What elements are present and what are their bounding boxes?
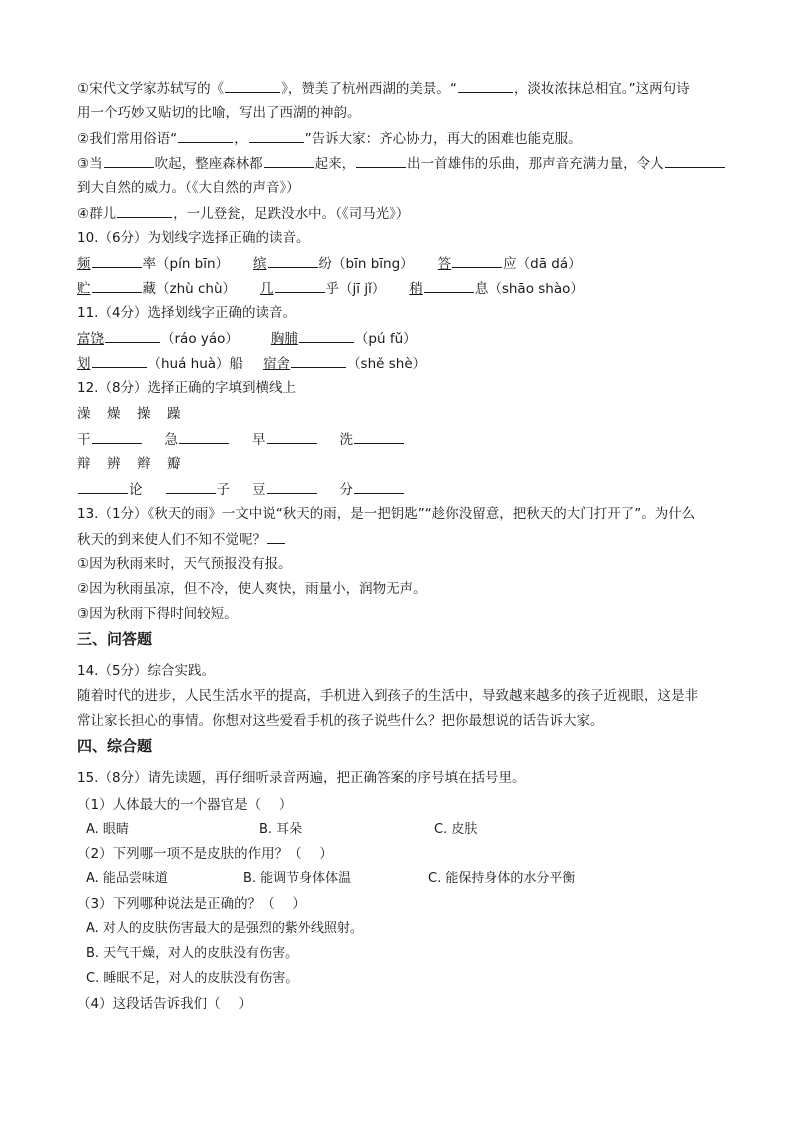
answer-blank[interactable]	[78, 479, 128, 494]
item-text: （huá huà）船	[147, 356, 244, 372]
answer-blank[interactable]	[299, 328, 354, 343]
answer-blank[interactable]	[291, 353, 346, 368]
choice-chars-2	[77, 454, 197, 474]
sub-question-1: （1）人体最大的一个器官是（ ）	[77, 797, 293, 813]
poem-text: ②我们常用俗语“	[77, 131, 178, 147]
option-a[interactable]: A. 对人的皮肤伤害最大的是强烈的紫外线照射。	[86, 921, 363, 936]
choice-char: 辩	[77, 456, 91, 472]
poem-line-4	[77, 153, 726, 174]
sub-question-3: （3）下列哪种说法是正确的？（ ）	[77, 896, 306, 912]
underlined-char: 几	[260, 281, 274, 297]
item-text: 纷（bīn bīng）	[318, 256, 414, 272]
answer-blank[interactable]	[166, 479, 216, 494]
fill-char: 论	[129, 482, 143, 498]
item-text: 藏（zhù chù）	[142, 281, 237, 297]
fill-row-2	[77, 479, 405, 500]
poem-line-6	[77, 203, 409, 224]
section-heading-3: 三、问答题	[77, 630, 153, 648]
option-a[interactable]: A. 能品尝味道	[86, 871, 168, 886]
fill-char: 急	[164, 432, 178, 448]
underlined-char: 频	[77, 256, 91, 272]
item-text: （pú fǔ）	[354, 331, 417, 347]
question-text: 秋天的到来使人们不知不觉呢？	[77, 532, 266, 548]
fill-char: 洗	[339, 432, 353, 448]
question-10-row-2	[77, 278, 584, 299]
option-b[interactable]: B. 天气干燥，对人的皮肤没有伤害。	[86, 946, 299, 961]
underlined-char: 稍	[409, 281, 423, 297]
answer-blank[interactable]	[179, 429, 229, 444]
answer-blank[interactable]	[92, 278, 142, 293]
answer-blank[interactable]	[105, 328, 160, 343]
poem-text: 吹起，整座森林都	[154, 156, 263, 172]
item-text: 乎（jī jǐ）	[325, 281, 386, 297]
choice-char: 辫	[137, 456, 151, 472]
question-14-title: 14.（5分）综合实践。	[77, 663, 216, 679]
item-text: （ráo yáo）	[161, 331, 239, 347]
item-text: （shě shè）	[347, 356, 427, 372]
sub-question-4: （4）这段话告诉我们（ ）	[77, 996, 252, 1012]
section-heading-4: 四、综合题	[77, 737, 153, 755]
answer-blank[interactable]	[268, 253, 318, 268]
underlined-word: 划	[77, 356, 91, 372]
underlined-char: 贮	[77, 281, 91, 297]
answer-blank[interactable]	[225, 78, 280, 93]
answer-blank[interactable]	[117, 203, 172, 218]
fill-char: 干	[77, 432, 91, 448]
choice-char: 躁	[167, 406, 181, 422]
fill-char: 分	[339, 482, 353, 498]
fill-char: 早	[252, 432, 266, 448]
poem-text: ，一儿登瓮，足跌没水中。（《司马光》）	[173, 206, 410, 222]
item-text: 应（dā dá）	[503, 256, 582, 272]
question-10-title: 10.（6分）为划线字选择正确的读音。	[77, 230, 310, 246]
poem-line-1	[77, 78, 690, 99]
answer-blank[interactable]	[178, 128, 233, 143]
question-11-row-2	[77, 353, 426, 374]
option-2: ②因为秋雨虽凉，但不冷，使人爽快，雨量小，润物无声。	[77, 581, 427, 597]
question-15-title: 15.（8分）请先读题，再仔细听录音两遍，把正确答案的序号填在括号里。	[77, 770, 526, 786]
question-10-row-1	[77, 253, 582, 274]
underlined-char: 答	[437, 256, 452, 272]
poem-line-2	[77, 103, 361, 123]
question-11-title: 11.（4分）选择划线字正确的读音。	[77, 305, 297, 321]
choice-char: 辨	[107, 456, 121, 472]
underlined-word: 富饶	[77, 331, 104, 347]
answer-blank[interactable]	[92, 253, 142, 268]
item-text: 息（shāo shào）	[474, 281, 584, 297]
poem-text: ”告诉大家：齐心协力，再大的困难也能克服。	[304, 131, 582, 147]
underlined-char: 缤	[253, 256, 267, 272]
item-text: 率（pín bīn）	[142, 256, 230, 272]
question-14-para-2: 常让家长担心的事情。你想对这些爱看手机的孩子说些什么？把你最想说的话告诉大家。	[77, 713, 604, 729]
question-12-title: 12.（8分）选择正确的字填到横线上	[77, 380, 297, 396]
question-13-title: 13.（1分）《秋天的雨》一文中说“秋天的雨，是一把钥匙”“趁你没留意，把秋天的大门打开了”。为什么	[77, 506, 696, 522]
question-11-row-1	[77, 328, 417, 349]
poem-text: ，淡妆浓抹总相宜。”这两句诗	[513, 81, 690, 97]
answer-blank[interactable]	[354, 429, 404, 444]
poem-text: 》，赞美了杭州西湖的美景。“	[281, 81, 457, 97]
answer-blank[interactable]	[356, 153, 406, 168]
poem-text: ，	[234, 131, 248, 147]
answer-blank[interactable]	[458, 78, 513, 93]
answer-blank[interactable]	[92, 353, 147, 368]
option-1: ①因为秋雨来时，天气预报没有报。	[77, 556, 292, 572]
fill-char: 豆	[252, 482, 266, 498]
option-b[interactable]: B. 能调节身体体温	[243, 871, 352, 886]
option-a[interactable]: A. 眼睛	[86, 822, 129, 837]
choice-char: 瓣	[167, 456, 181, 472]
option-c[interactable]: C. 皮肤	[434, 822, 478, 837]
choice-char: 操	[137, 406, 151, 422]
option-c[interactable]: C. 能保持身体的水分平衡	[428, 871, 576, 886]
poem-text: ①宋代文学家苏轼写的《	[77, 81, 225, 97]
answer-blank[interactable]	[249, 128, 304, 143]
answer-blank[interactable]	[267, 479, 317, 494]
poem-text: 起来，	[314, 156, 356, 172]
question-14-para-1: 随着时代的进步，人民生活水平的提高，手机进入到孩子的生活中，导致越来越多的孩子近视眼，这是非	[77, 688, 698, 704]
poem-text: 出一首雄伟的乐曲，那声音充满力量，令人	[407, 156, 664, 172]
choice-char: 燥	[107, 406, 121, 422]
fill-char: 子	[216, 482, 230, 498]
answer-blank[interactable]	[267, 529, 285, 544]
sub-question-2: （2）下列哪一项不是皮肤的作用？（ ）	[77, 846, 333, 862]
answer-blank[interactable]	[424, 278, 474, 293]
answer-blank[interactable]	[354, 479, 404, 494]
poem-line-5	[77, 178, 300, 198]
answer-blank[interactable]	[275, 278, 325, 293]
answer-blank[interactable]	[264, 153, 314, 168]
choice-chars-1	[77, 404, 197, 424]
underlined-word: 胸脯	[270, 331, 298, 347]
fill-row-1	[77, 429, 405, 450]
answer-blank[interactable]	[665, 153, 725, 168]
answer-blank[interactable]	[452, 253, 502, 268]
option-3: ③因为秋雨下得时间较短。	[77, 606, 238, 622]
answer-blank[interactable]	[104, 153, 154, 168]
question-13-title-2	[77, 529, 286, 550]
poem-text: 到大自然的威力。（《大自然的声音》）	[77, 180, 300, 196]
choice-char: 澡	[77, 406, 91, 422]
option-c[interactable]: C. 睡眠不足，对人的皮肤没有伤害。	[86, 971, 299, 986]
poem-text: ③当	[77, 156, 103, 172]
underlined-word: 宿舍	[263, 356, 291, 372]
poem-text: ④群儿	[77, 206, 117, 222]
option-b[interactable]: B. 耳朵	[259, 822, 303, 837]
answer-blank[interactable]	[267, 429, 317, 444]
poem-line-3	[77, 128, 582, 149]
answer-blank[interactable]	[92, 429, 142, 444]
poem-text: 用一个巧妙又贴切的比喻，写出了西湖的神韵。	[77, 105, 361, 121]
